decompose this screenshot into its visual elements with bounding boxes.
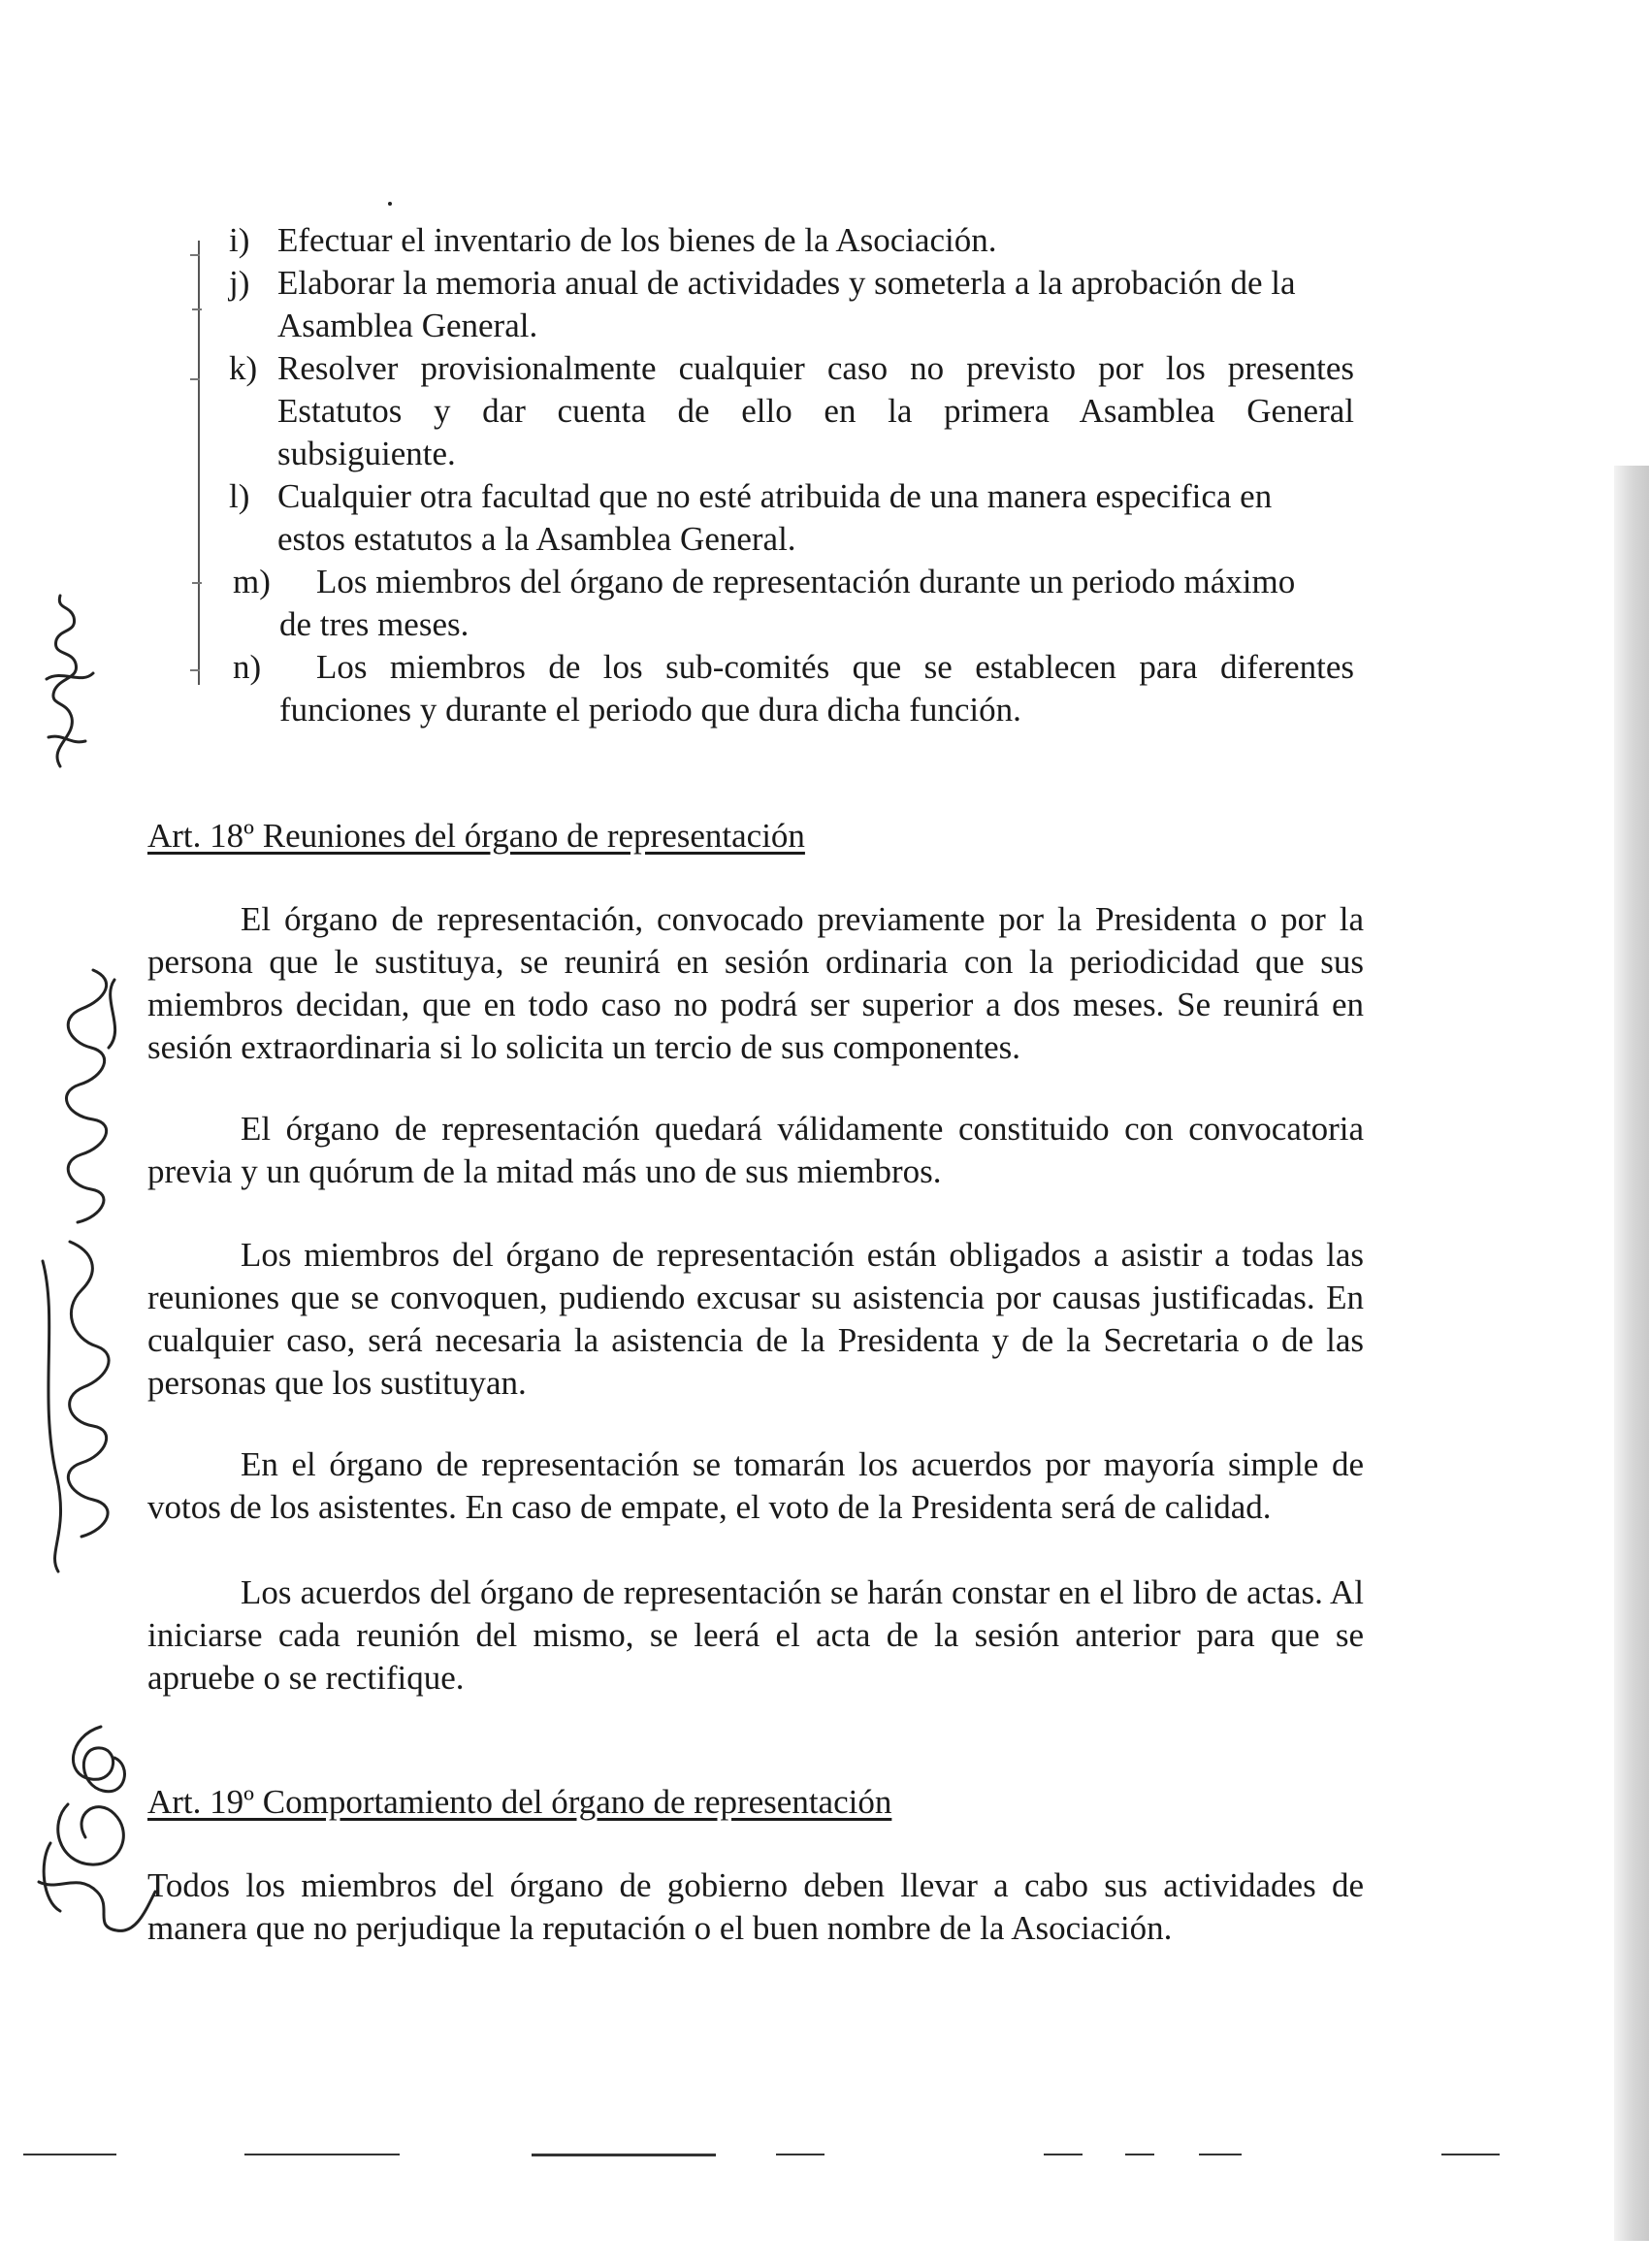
list-item-letter: k)	[229, 349, 258, 387]
faculties-list	[229, 219, 1354, 731]
stray-mark	[388, 202, 392, 206]
list-item-line: Efectuar el inventario de los bienes de la Asociación.	[277, 221, 997, 259]
article-18-paragraph-4: En el órgano de representación se tomarán los acuerdos por mayoría simple de votos de los asistentes. En caso de empate, el voto de la Presidenta será de calidad.	[147, 1445, 1364, 1526]
article-18-heading: Art. 18º Reuniones del órgano de representación	[147, 817, 805, 855]
footer-rule	[1199, 2154, 1242, 2155]
list-item-line: estos estatutos a la Asamblea General.	[277, 520, 796, 558]
signature-stroke	[43, 1261, 61, 1571]
list-item-line: Los miembros del órgano de representación durante un periodo máximo	[316, 563, 1296, 600]
list-item-letter: m)	[233, 563, 271, 600]
article-18-paragraph-3: Los miembros del órgano de representación están obligados a asistir a todas las reuniones que se convoquen, pudiendo excusar su asistencia por causas justificadas. En cualquier caso, será necesaria la asistencia de la Presidenta y de la Secretaria o de las personas que los sustituyan.	[147, 1236, 1364, 1402]
list-item-letter: j)	[229, 264, 250, 302]
margin-handwritten-signatures	[0, 0, 194, 2268]
list-item-line: funciones y durante el periodo que dura dicha función.	[279, 691, 1021, 729]
list-item-line: Asamblea General.	[277, 307, 538, 344]
list-item-line: de tres meses.	[279, 605, 469, 643]
list-item	[229, 219, 1354, 262]
list-item-line: Resolver provisionalmente cualquier caso no previsto por los presentes	[277, 349, 1354, 387]
scan-shadow-edge	[1614, 466, 1649, 2241]
footer-rule	[776, 2154, 824, 2155]
article-19-paragraph-1: Todos los miembros del órgano de gobierno deben llevar a cabo sus actividades de manera que no perjudique la reputación o el buen nombre de la Asociación.	[147, 1866, 1364, 1947]
list-item	[229, 347, 1354, 475]
signature-stroke	[73, 1727, 124, 1792]
footer-rule	[244, 2154, 400, 2155]
list-item-line: Los miembros de los sub-comités que se establecen para diferentes	[316, 648, 1354, 686]
list-item-letter: l)	[229, 477, 250, 515]
footer-rule	[532, 2154, 716, 2156]
footer-rule	[1044, 2154, 1083, 2155]
list-item	[229, 646, 1354, 731]
list-item-line: subsiguiente.	[277, 435, 456, 472]
list-item-letter: n)	[233, 648, 262, 686]
list-item-line: Elaborar la memoria anual de actividades y someterla a la aprobación de la	[277, 264, 1296, 302]
list-item-letter: i)	[229, 221, 250, 259]
footer-rule	[1125, 2154, 1154, 2155]
article-18-paragraph-2: El órgano de representación quedará válidamente constituido con convocatoria previa y un quórum de la mitad más uno de sus miembros.	[147, 1110, 1364, 1190]
signature-stroke	[68, 1242, 109, 1537]
article-18-paragraph-1: El órgano de representación, convocado previamente por la Presidenta o por la persona que le sustituya, se reunirá en sesión ordinaria con la periodicidad que sus miembros decidan, que en todo caso no podrá ser superior a dos meses. Se reunirá en sesión extraordinaria si lo solicita un tercio de sus componentes.	[147, 900, 1364, 1066]
signature-stroke	[58, 1804, 124, 1864]
article-19-heading: Art. 19º Comportamiento del órgano de representación	[147, 1783, 892, 1821]
list-item-line: Cualquier otra facultad que no esté atribuida de una manera especifica en	[277, 477, 1273, 515]
list-item	[229, 561, 1354, 646]
footer-rule	[1441, 2154, 1500, 2155]
signature-stroke	[66, 970, 106, 1222]
margin-bracket-line	[198, 241, 200, 685]
article-18-paragraph-5: Los acuerdos del órgano de representación se harán constar en el libro de actas. Al iniciarse cada reunión del mismo, se leerá el acta de la sesión anterior para que se apruebe o se rectifique.	[147, 1573, 1364, 1697]
list-item	[229, 475, 1354, 561]
list-item	[229, 262, 1354, 347]
signature-stroke	[109, 980, 115, 1048]
list-item-line: Estatutos y dar cuenta de ello en la primera Asamblea General	[277, 392, 1354, 430]
signature-stroke	[44, 1843, 60, 1911]
